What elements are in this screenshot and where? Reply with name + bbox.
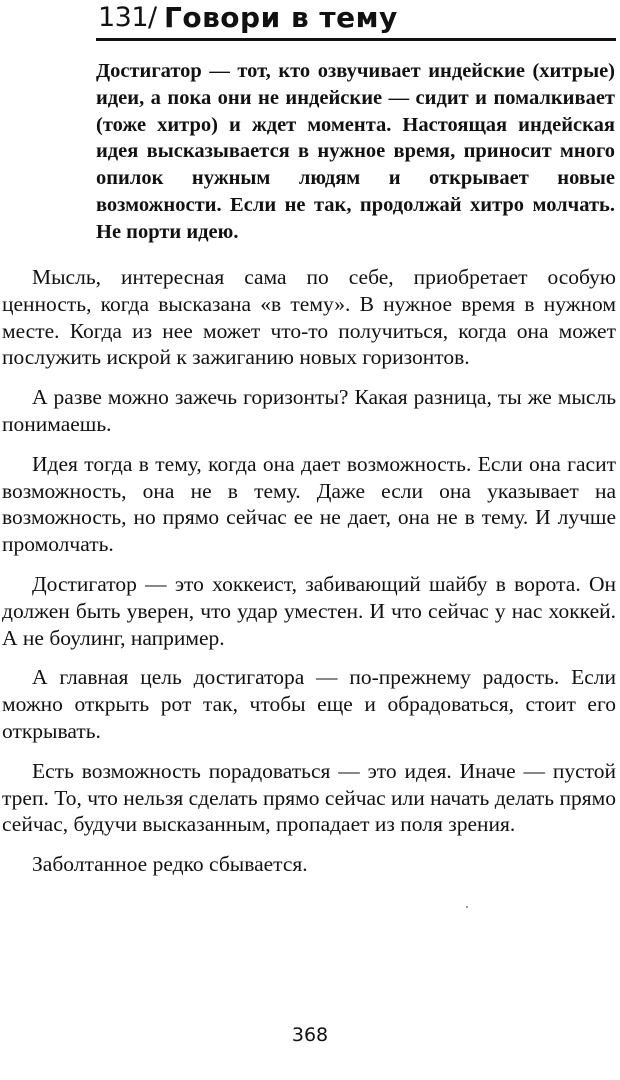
epigraph: Достигатор — тот, кто озвучивает индейские (хитрые) идеи, а пока они не индейские — сидит и помалкивает (тоже хитро) и ждет момента. Настоящая индейская идея высказывается в нужное время, приносит много опилок нужным людям и открывает новые возможности. Если не так, продолжай хитро молчать. Не порти идею. <box>96 60 615 243</box>
paragraph: А главная цель достигатора — по-прежнему радость. Если можно открыть рот так, чтобы еще и обрадоваться, стоит его открывать. <box>2 665 616 743</box>
print-speck <box>466 906 468 908</box>
chapter-title: Говори в тему <box>164 1 398 34</box>
header-rule <box>96 38 616 41</box>
paragraph: А разве можно зажечь горизонты? Какая разница, ты же мысль понимаешь. <box>2 385 616 436</box>
paragraph: Есть возможность порадоваться — это идея. Иначе — пустой треп. То, что нельзя сделать прямо сейчас или начать делать прямо сейчас, будучи высказанным, пропадает из поля зрения. <box>2 758 616 837</box>
paragraph: Достигатор — это хоккеист, забивающий шайбу в ворота. Он должен быть уверен, что удар уместен. И что сейчас у нас хоккей. А не боулинг, например. <box>2 571 616 650</box>
paragraph: Идея тогда в тему, когда она дает возможность. Если она гасит возможность, она не в тему. Даже если она указывает на возможность, но прямо сейчас ее не дает, она не в тему. И лучше промолчать. <box>2 451 616 557</box>
chapter-number: 131/ <box>98 2 157 33</box>
body-text <box>2 264 616 891</box>
paragraph: Мысль, интересная сама по себе, приобретает особую ценность, когда высказана «в тему». В нужное время в нужном месте. Когда из нее может что-то получиться, когда она может послужить искрой к зажиганию новых горизонтов. <box>2 265 616 370</box>
running-header <box>96 0 616 40</box>
paragraph: Заболтанное редко сбывается. <box>32 852 308 877</box>
page-number: 368 <box>291 1024 329 1046</box>
